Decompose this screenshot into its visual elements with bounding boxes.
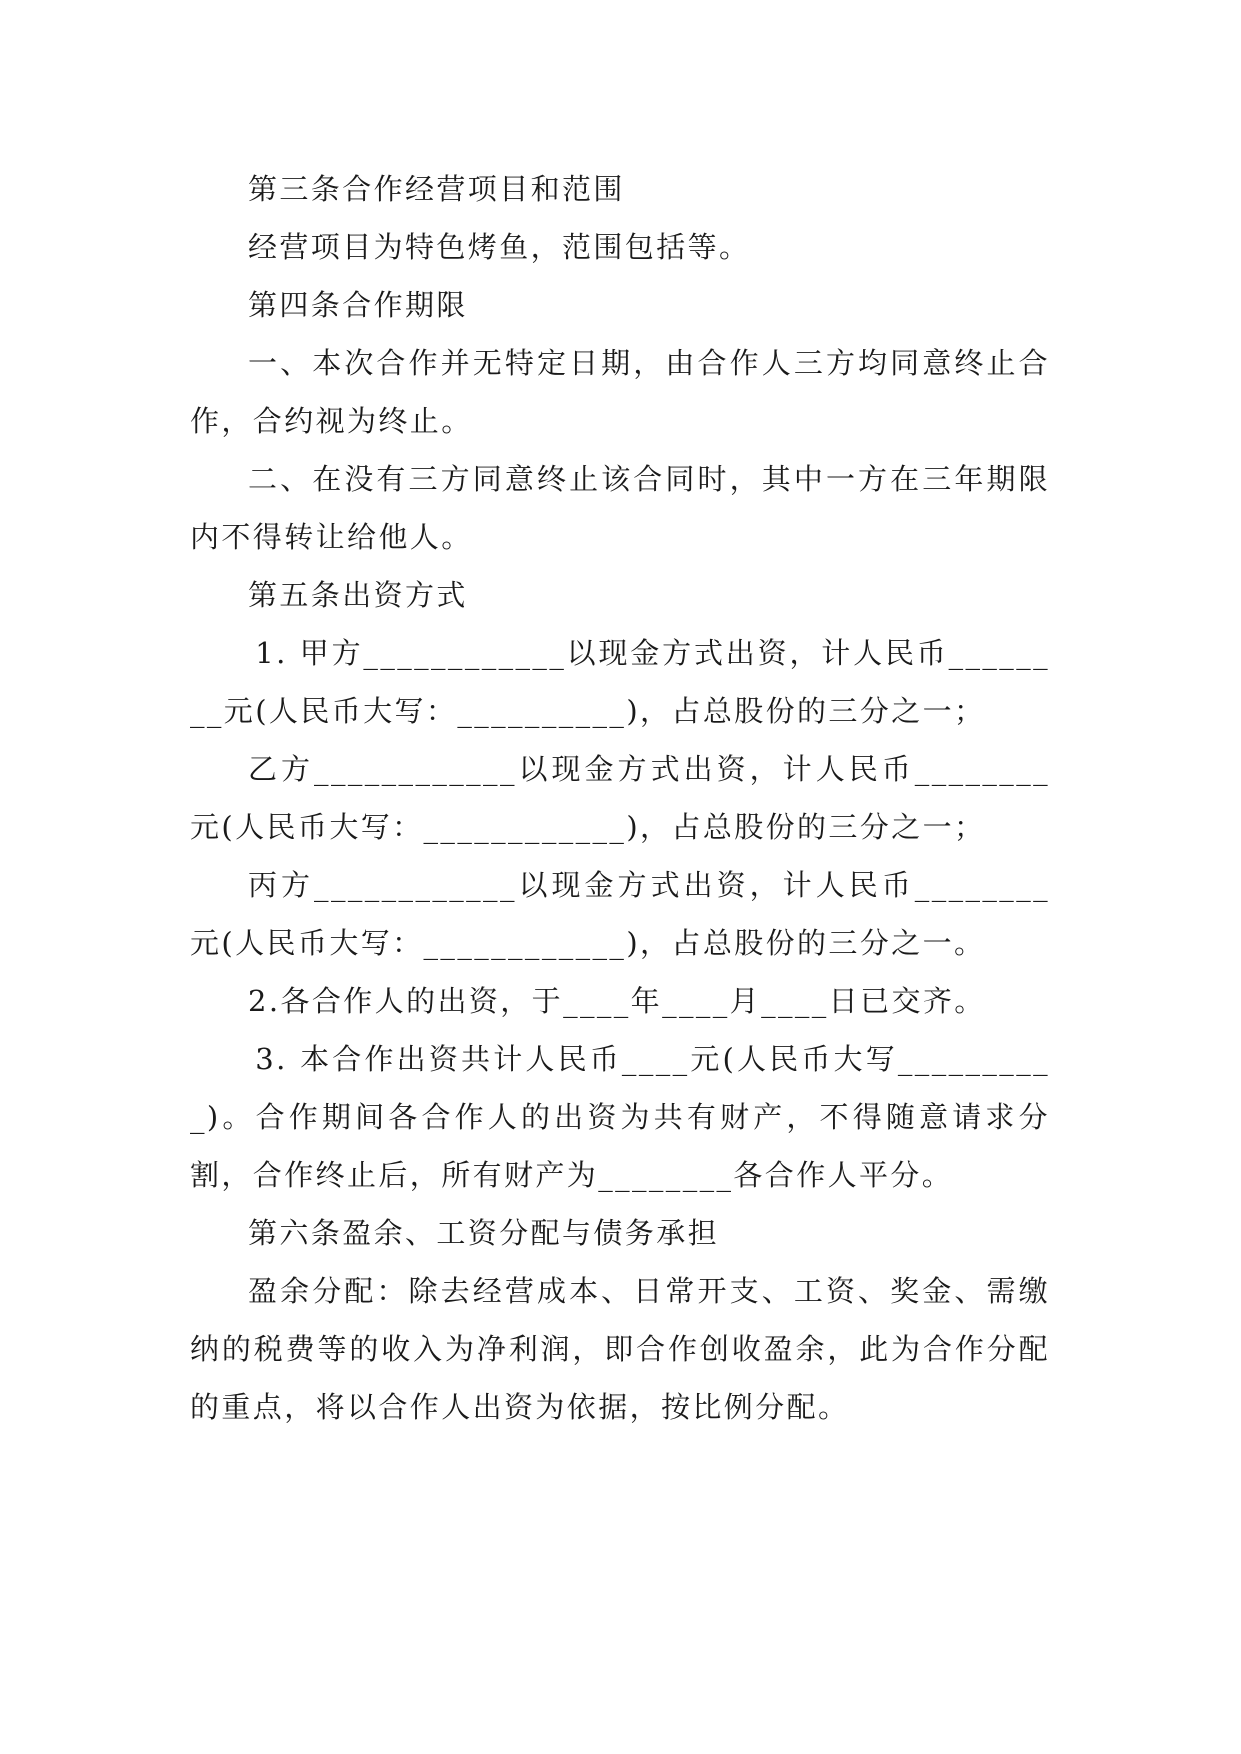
article-6-profit-distribution: 盈余分配：除去经营成本、日常开支、工资、奖金、需缴纳的税费等的收入为净利润，即合作创收盈余，此为合作分配的重点，将以合作人出资为依据，按比例分配。 xyxy=(190,1274,1050,1424)
article-5-party-c: 丙方____________以现金方式出资，计人民币________元(人民币大写：____________)，占总股份的三分之一。 xyxy=(190,868,1050,960)
article-6-heading: 第六条盈余、工资分配与债务承担 xyxy=(248,1216,720,1250)
article-5-item-3: 3. 本合作出资共计人民币____元(人民币大写__________)。合作期间各合作人的出资为共有财产，不得随意请求分割，合作终止后，所有财产为________各合作人平分。 xyxy=(190,1042,1050,1192)
article-5-heading: 第五条出资方式 xyxy=(248,578,468,612)
article-5-party-a: 1. 甲方____________以现金方式出资，计人民币________元(人民币大写：__________)，占总股份的三分之一； xyxy=(190,636,1050,728)
article-3-heading: 第三条合作经营项目和范围 xyxy=(248,172,625,206)
article-5-party-b: 乙方____________以现金方式出资，计人民币________元(人民币大写：____________)，占总股份的三分之一； xyxy=(190,752,1050,844)
article-3-body: 经营项目为特色烤鱼，范围包括等。 xyxy=(248,230,751,264)
document-body xyxy=(190,160,1050,1436)
article-4-heading: 第四条合作期限 xyxy=(248,288,468,322)
article-4-clause-2: 二、在没有三方同意终止该合同时，其中一方在三年期限内不得转让给他人。 xyxy=(190,462,1050,554)
article-4-clause-1: 一、本次合作并无特定日期，由合作人三方均同意终止合作，合约视为终止。 xyxy=(190,346,1050,438)
article-5-item-2: 2.各合作人的出资，于____年____月____日已交齐。 xyxy=(248,984,986,1018)
